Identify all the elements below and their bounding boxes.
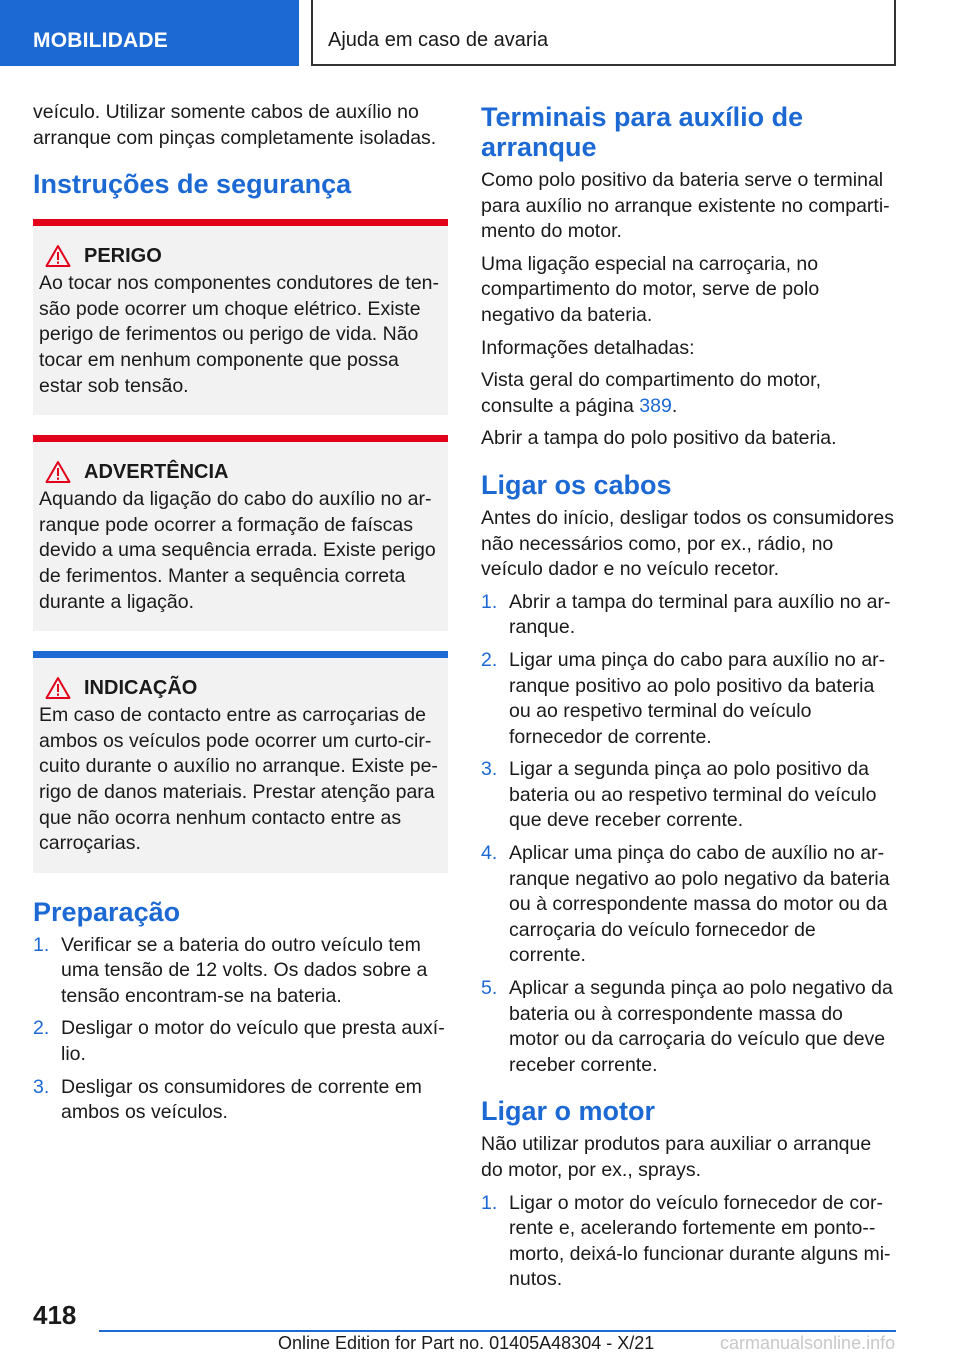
warning-bar [33, 435, 448, 442]
terminals-paragraph-5: Abrir a tampa do polo positivo da bateria. [481, 427, 837, 450]
warning-title: ADVERTÊNCIA [84, 461, 229, 484]
notice-title: INDICAÇÃO [84, 677, 198, 700]
safety-heading: Instruções de segurança [33, 169, 352, 200]
cables-steps [481, 590, 896, 1079]
terminals-heading: Terminais para auxílio de arranque [481, 102, 804, 162]
list-item: 5. Aplicar a segunda pinça ao polo negativo da bateria ou à correspondente massa do motor ou da carroçaria do veículo que deve receber corrente. [481, 977, 893, 1076]
list-item: 1. Abrir a tampa do terminal para auxílio no arranque. [481, 590, 891, 639]
notice-text: Em caso de contacto entre as carroçarias de ambos os veículos pode ocorrer um curto-circuito durante o auxílio no arranque. Existe perigo de danos materiais. Prestar atenção para que não ocorra nenhum contacto entre as carroçarias. [39, 704, 438, 855]
warning-text: Aquando da ligação do cabo do auxílio no arranque pode ocorrer a formação de faíscas devido a uma sequência errada. Existe perigo de ferimentos. Manter a sequência correta durante a ligação. [39, 488, 436, 613]
engine-intro: Não utilizar produtos para auxiliar o arranque do motor, por ex., sprays. [481, 1133, 872, 1181]
notice-box [33, 651, 448, 873]
right-column [481, 100, 896, 1300]
list-item: 2. Ligar uma pinça do cabo para auxílio no arranque positivo ao polo positivo da bateria ou ao respetivo terminal do veículo fornecedor de corrente. [481, 648, 886, 748]
cables-heading: Ligar os cabos [481, 469, 672, 500]
danger-box [33, 219, 448, 415]
page-number: 418 [33, 1300, 77, 1330]
preparation-steps [33, 933, 448, 1126]
topic-box [311, 0, 896, 66]
warning-triangle-icon [45, 244, 71, 268]
notice-bar [33, 651, 448, 658]
terminals-paragraph-3: Informações detalhadas: [481, 336, 695, 359]
terminals-paragraph-4: Vista geral do compartimento do motor, consulte a página 389. [481, 369, 821, 417]
section-label: MOBILIDADE [33, 29, 168, 52]
list-item: 1. Ligar o motor do veículo fornecedor de corrente e, acelerando fortemente em ponto--morto, deixá-lo funcionar durante alguns minutos. [481, 1191, 891, 1291]
preparation-heading: Preparação [33, 896, 181, 927]
left-column [33, 100, 448, 1133]
terminals-paragraph-1: Como polo positivo da bateria serve o terminal para auxílio no arranque existente no compartimento do motor. [481, 169, 890, 243]
danger-text: Ao tocar nos componentes condutores de tensão pode ocorrer um choque elétrico. Existe perigo de ferimentos ou perigo de vida. Não tocar em nenhum componente que possa estar sob tensão. [39, 272, 440, 397]
engine-heading: Ligar o motor [481, 1096, 655, 1127]
engine-steps [481, 1191, 896, 1293]
terminals-paragraph-2: Uma ligação especial na carroçaria, no compartimento do motor, serve de polo negativo da bateria. [481, 252, 820, 326]
list-item: 4. Aplicar uma pinça do cabo de auxílio no arranque negativo ao polo negativo da bateria ou à correspondente massa do motor ou da carroçaria do veículo fornecedor de corrente. [481, 842, 890, 967]
cables-intro: Antes do início, desligar todos os consumidores não necessários como, por ex., rádio, no veículo dador e no veículo recetor. [481, 506, 894, 581]
danger-title: PERIGO [84, 245, 162, 268]
warning-triangle-icon [45, 460, 71, 484]
warning-triangle-icon [45, 676, 71, 700]
watermark: carmanualsonline.info [720, 1333, 896, 1353]
list-item: 3. Ligar a segunda pinça ao polo positivo da bateria ou ao respetivo terminal do veículo que deve receber corrente. [481, 758, 877, 832]
intro-paragraph: veículo. Utilizar somente cabos de auxílio no arranque com pinças completamente isoladas. [33, 101, 437, 149]
topic-label: Ajuda em caso de avaria [328, 29, 549, 51]
list-item: 3. Desligar os consumidores de corrente em ambos os veículos. [33, 1075, 422, 1124]
list-item: 2. Desligar o motor do veículo que presta auxílio. [33, 1017, 445, 1066]
edition-note: Online Edition for Part no. 01405A48304 - X/21 [278, 1333, 655, 1353]
warning-box [33, 435, 448, 631]
section-tab [0, 0, 299, 66]
list-item: 1. Verificar se a bateria do outro veículo tem uma tensão de 12 volts. Os dados sobre a tensão encontram-se na bateria. [33, 933, 428, 1007]
footer-divider [99, 1330, 896, 1332]
page-header [0, 0, 960, 66]
page-reference-link[interactable]: 389 [639, 394, 672, 417]
danger-bar [33, 219, 448, 226]
